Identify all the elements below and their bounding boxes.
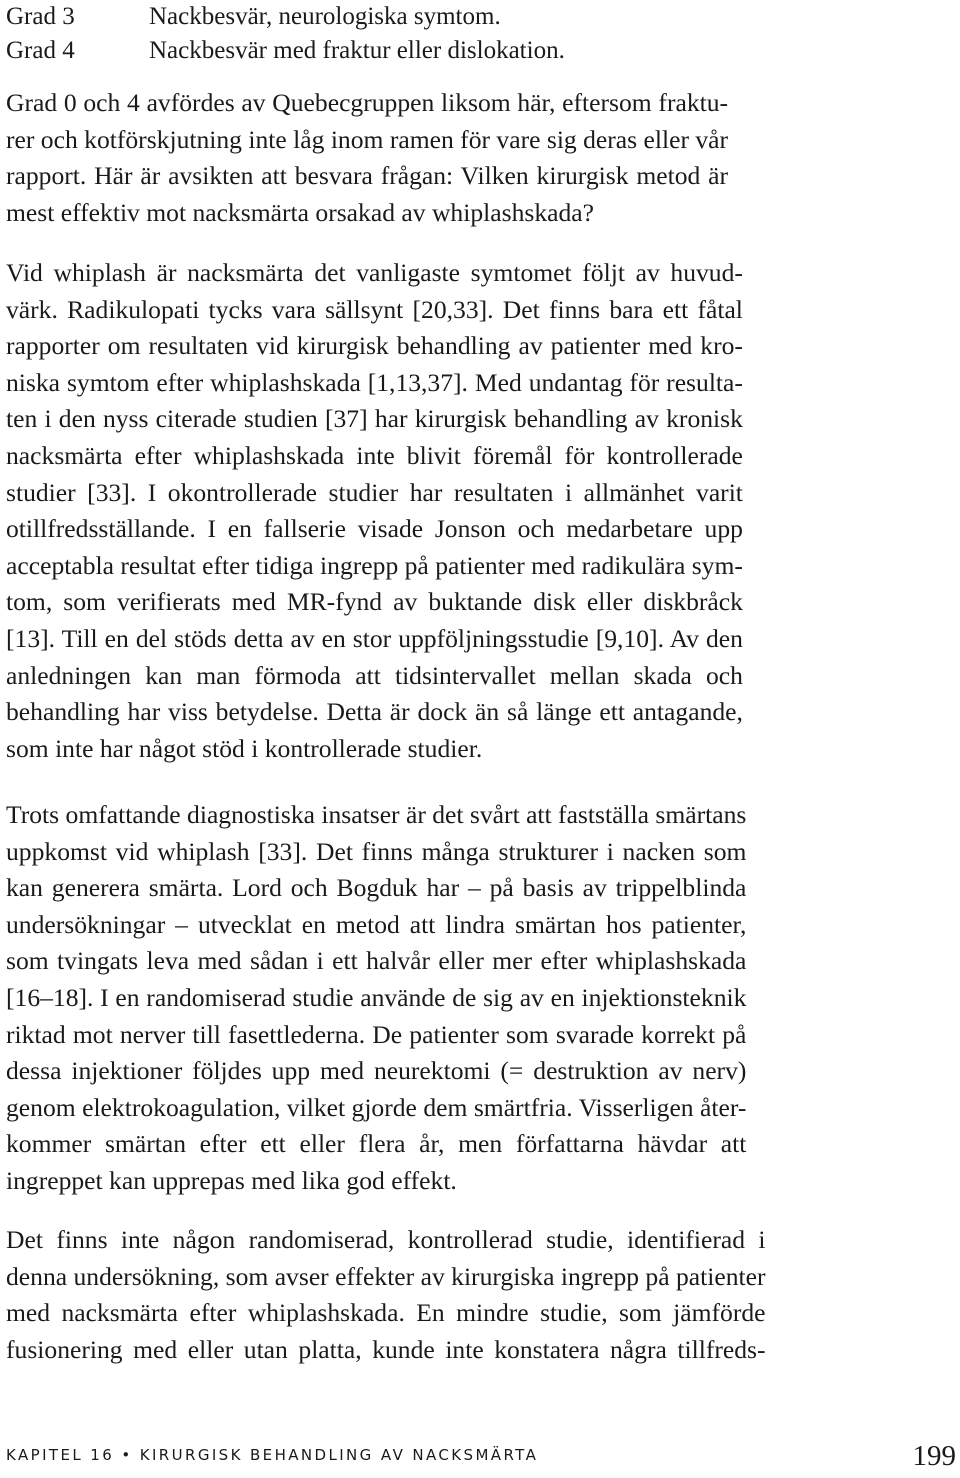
grade-row [6, 0, 956, 34]
page-number: 199 [912, 1440, 956, 1472]
text-line: nacksmärta efter whiplashskada inte blivit föremål för kontrollerade [6, 440, 743, 470]
text-line: mest effektiv mot nacksmärta orsakad av whiplashskada? [6, 197, 594, 227]
text-line: rer och kotförskjutning inte låg inom ramen för vare sig deras eller vår [6, 124, 729, 154]
grade-description: Nackbesvär, neurologiska symtom. [149, 3, 501, 30]
grade-description: Nackbesvär med fraktur eller dislokation. [149, 37, 565, 64]
body-paragraph [6, 85, 728, 231]
text-line: riktad mot nerver till fasettlederna. De patienter som svarade korrekt på [6, 1019, 747, 1049]
grade-label: Grad 4 [6, 37, 75, 64]
text-line: ten i den nyss citerade studien [37] har kirurgisk behandling av kronisk [6, 404, 743, 434]
text-line: Trots omfattande diagnostiska insatser är det svårt att fastställa smärtans [6, 800, 747, 829]
text-line: behandling har viss betydelse. Detta är dock än så länge ett antagande, [6, 697, 743, 727]
grade-list [6, 0, 956, 68]
body-paragraph [6, 255, 743, 767]
grade-row [6, 34, 956, 68]
text-line: [13]. Till en del stöds detta av en stor uppföljningsstudie [9,10]. Av den [6, 623, 743, 653]
text-line: Vid whiplash är nacksmärta det vanligaste symtomet följt av huvud- [6, 258, 743, 287]
text-line: niska symtom efter whiplashskada [1,13,37]. Med undantag för resulta- [6, 367, 743, 397]
text-line: fusionering med eller utan platta, kunde inte konstatera några tillfreds- [6, 1334, 766, 1364]
text-line: anledningen kan man förmoda att tidsintervallet mellan skada och [6, 660, 743, 690]
body-paragraph [6, 797, 746, 1200]
page-footer [6, 1440, 956, 1478]
text-line: kommer smärtan efter ett eller flera år, men författarna hävdar att [6, 1129, 747, 1159]
text-line: genom elektrokoagulation, vilket gjorde dem smärtfria. Visserligen åter- [6, 1092, 747, 1122]
text-line: acceptabla resultat efter tidiga ingrepp på patienter med radikulära sym- [6, 550, 743, 580]
text-line: rapporter om resultaten vid kirurgisk behandling av patienter med kro- [6, 331, 743, 361]
document-page [6, 0, 956, 1364]
text-line: dessa injektioner följdes upp med neurektomi (= destruktion av nerv) [6, 1056, 747, 1086]
text-line: som tvingats leva med sådan i ett halvår eller mer efter whiplashskada [6, 946, 747, 976]
text-line: [16–18]. I en randomiserad studie använde de sig av en injektionsteknik [6, 982, 747, 1012]
text-line: med nacksmärta efter whiplashskada. En mindre studie, som jämförde [6, 1298, 766, 1328]
text-line: Det finns inte någon randomiserad, kontrollerad studie, identifierad i [6, 1225, 766, 1254]
text-line: kan generera smärta. Lord och Bogduk har – på basis av trippelblinda [6, 873, 747, 903]
text-line: studier [33]. I okontrollerade studier har resultaten i allmänhet varit [6, 477, 743, 507]
text-line: undersökningar – utvecklat en metod att lindra smärtan hos patienter, [6, 909, 747, 939]
text-line: uppkomst vid whiplash [33]. Det finns många strukturer i nacken som [6, 836, 747, 866]
text-line: ingreppet kan upprepas med lika god effekt. [6, 1165, 457, 1195]
body-paragraph [6, 1222, 766, 1368]
text-line: denna undersökning, som avser effekter av kirurgiska ingrepp på patienter [6, 1261, 766, 1291]
text-line: Grad 0 och 4 avfördes av Quebecgruppen liksom här, eftersom fraktu- [6, 88, 729, 117]
text-line: tom, som verifierats med MR-fynd av buktande disk eller diskbråck [6, 587, 743, 617]
grade-label: Grad 3 [6, 3, 75, 30]
text-line: otillfredsställande. I en fallserie visade Jonson och medarbetare upp [6, 514, 743, 544]
text-line: som inte har något stöd i kontrollerade studier. [6, 733, 483, 763]
running-head: KAPITEL 16 • KIRURGISK BEHANDLING AV NACKSMÄRTA [6, 1446, 539, 1464]
text-line: rapport. Här är avsikten att besvara frågan: Vilken kirurgisk metod är [6, 161, 729, 191]
text-line: värk. Radikulopati tycks vara sällsynt [20,33]. Det finns bara ett fåtal [6, 294, 743, 324]
